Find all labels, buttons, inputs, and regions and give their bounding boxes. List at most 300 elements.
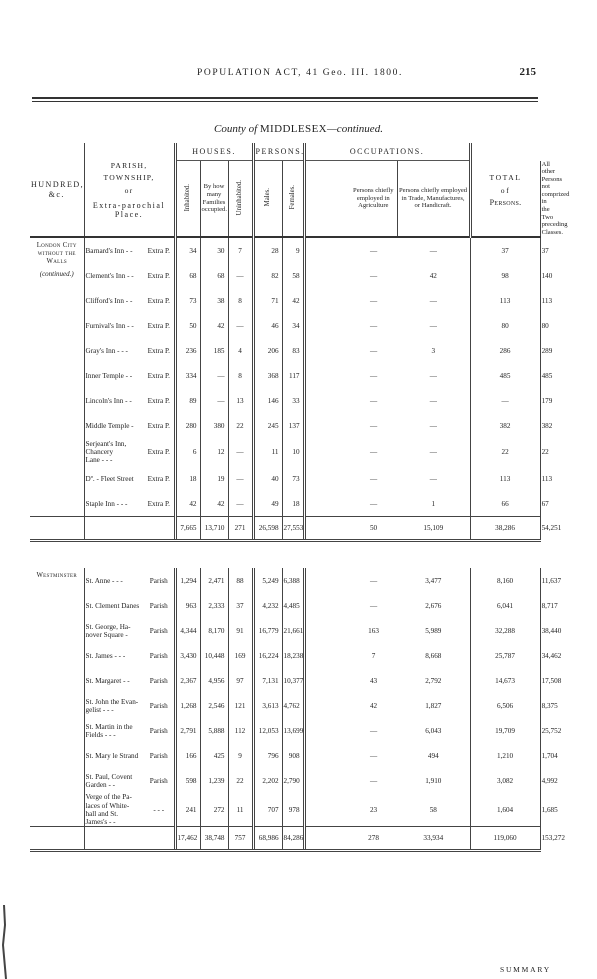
value-cell: 425 — [200, 743, 228, 768]
value-cell: 382 — [470, 413, 540, 438]
value-cell: — — [429, 448, 437, 457]
value-cell: — — [369, 321, 378, 330]
value-cell: 8 — [228, 288, 253, 313]
running-title: POPULATION ACT, 41 Geo. III. 1800. — [197, 68, 403, 78]
value-cell: 13,699 — [282, 718, 304, 743]
value-cell: 12 — [200, 438, 228, 466]
spacer-cell — [304, 643, 350, 668]
value-cell: — — [369, 601, 378, 610]
place-type: Parish — [149, 651, 168, 660]
totals-blank — [30, 517, 84, 541]
value-cell: 6,506 — [470, 693, 540, 718]
value-cell: 280 — [175, 413, 200, 438]
value-cell: 113 — [470, 466, 540, 491]
value-cell: 38 — [200, 288, 228, 313]
value-cell: 146 — [253, 388, 282, 413]
parish-name: St. Paul, Covent Garden - - — [84, 768, 144, 793]
value-cell: 1,268 — [175, 693, 200, 718]
table-row: St. Martin in the Fields - - - Parish 2,791 5,888 112 12,053 13,699 — 6,043 19,709 25,752 — [30, 718, 540, 743]
table-row: St. George, Ha- nover Square - Parish 4,344 8,170 91 16,779 21,661 163 5,989 32,288 38,440 — [30, 618, 540, 643]
value-cell: 6,041 — [470, 593, 540, 618]
col-males-label: Males. — [264, 188, 272, 207]
spacer-cell — [304, 768, 350, 793]
place-type: Extra P. — [147, 396, 170, 405]
caption-suffix: —continued. — [327, 123, 383, 135]
total-cell: 7,665 — [175, 517, 200, 541]
col-trade: Persons chiefly employed in Trade, Manufactures, or Handicraft. — [397, 161, 470, 238]
value-cell: 2,471 — [200, 568, 228, 593]
value-cell: 19 — [200, 466, 228, 491]
spacer-cell — [304, 438, 350, 466]
value-cell: — — [228, 491, 253, 517]
table-row: Verge of the Pa- laces of White- hall and St. James's - - - - - 241 272 11 707 978 23 58 1,604 1,685 — [85, 793, 558, 827]
value-cell: 4,956 — [200, 668, 228, 693]
hundred-cell — [30, 237, 84, 517]
header-row-columns: Inhabited. By how many Families occupied. Uninhabited. Males. Females. Persons chiefly employed in Agriculture Persons chiefly employed in Trade, Manufactures, or Handicraft. All other Persons not comprized in the Two preceding Classes. — [30, 161, 540, 238]
value-cell: — — [369, 271, 378, 280]
value-cell: — — [369, 421, 378, 430]
value-cell: 12,053 — [253, 718, 282, 743]
table-row: Dº. - Fleet Street Extra P. 18 19 — 40 73 — — 113 113 — [30, 466, 540, 491]
value-cell: 380 — [200, 413, 228, 438]
spacer-cell — [304, 491, 350, 517]
value-cell: 5,249 — [253, 568, 282, 593]
value-cell: 185 — [200, 338, 228, 363]
value-cell: 89 — [175, 388, 200, 413]
parish-name: St. George, Ha- nover Square - — [84, 618, 144, 643]
total-cell: 27,553 — [282, 517, 304, 541]
spacer-cell — [304, 263, 350, 288]
table-row: Gray's Inn - - - Extra P. 236 185 4 206 83 — 3 286 289 — [30, 338, 540, 363]
col-males — [253, 161, 282, 238]
col-families: By how many Families occupied. — [200, 161, 228, 238]
value-cell: 18,238 — [282, 643, 304, 668]
value-cell: 2,790 — [282, 768, 304, 793]
value-cell: — — [369, 296, 378, 305]
value-cell: 2,202 — [253, 768, 282, 793]
value-cell: 18 — [175, 466, 200, 491]
spacer-cell — [304, 693, 350, 718]
value-cell: 206 — [253, 338, 282, 363]
value-cell: 169 — [228, 643, 253, 668]
hundred-name: London City without the Walls — [36, 242, 77, 265]
group-occupations: OCCUPATIONS. — [304, 143, 470, 161]
col-uninhabited-label: Uninhabited. — [236, 179, 244, 215]
value-cell: 2,333 — [200, 593, 228, 618]
page-number: 215 — [519, 66, 536, 78]
col-inhabited — [175, 161, 200, 238]
table-row: Staple Inn - - - Extra P. 42 42 — 49 18 — 1 66 67 — [30, 491, 540, 517]
col-parish-title: PARISH, TOWNSHIP, or — [103, 161, 155, 195]
value-cell: — — [200, 388, 228, 413]
table-row: St. John the Evan- gelist - - - Parish 1,268 2,546 121 3,613 4,762 42 1,827 6,506 8,375 — [30, 693, 540, 718]
total-cell: 17,462 — [175, 827, 200, 851]
value-cell: — — [429, 421, 437, 430]
page-edge-stroke — [3, 905, 6, 979]
value-cell: 58 — [282, 263, 304, 288]
place-type: Extra P. — [147, 371, 170, 380]
place-type: - - - — [153, 805, 165, 814]
value-cell: 73 — [282, 466, 304, 491]
value-cell: 3,477 — [425, 576, 442, 585]
value-cell: 113 — [470, 288, 540, 313]
value-cell: 22 — [228, 413, 253, 438]
value-cell: — — [228, 438, 253, 466]
col-females-label: Females. — [288, 185, 296, 210]
place-type: Parish — [149, 626, 168, 635]
value-cell: 34 — [282, 313, 304, 338]
value-cell: 1,210 — [470, 743, 540, 768]
total-cell: 271 — [228, 517, 253, 541]
value-cell: 4,232 — [253, 593, 282, 618]
spacer-cell — [304, 466, 350, 491]
value-cell: 245 — [253, 413, 282, 438]
total-cell: 757 — [228, 827, 253, 851]
col-inhabited-label: Inhabited. — [184, 183, 192, 212]
value-cell: 73 — [175, 288, 200, 313]
place-type: Parish — [149, 751, 168, 760]
value-cell: 117 — [282, 363, 304, 388]
value-cell: 163 — [368, 626, 379, 635]
header-rule-thin — [32, 101, 538, 102]
parish-name: St. Martin in the Fields - - - — [84, 718, 144, 743]
parish-name: Middle Temple - — [84, 413, 144, 438]
table-caption — [0, 123, 597, 135]
caption-county: MIDDLESEX — [259, 123, 328, 135]
value-cell: 963 — [175, 593, 200, 618]
value-cell: 272 — [200, 793, 228, 827]
value-cell: 7 — [228, 237, 253, 263]
value-cell: 71 — [253, 288, 282, 313]
value-cell: 5,888 — [200, 718, 228, 743]
header-row-groups — [30, 143, 540, 161]
value-cell: 8,668 — [425, 651, 442, 660]
value-cell: — — [369, 499, 378, 508]
value-cell: 2,546 — [200, 693, 228, 718]
place-type: Parish — [149, 776, 168, 785]
value-cell: 80 — [470, 313, 540, 338]
value-cell: 1 — [431, 499, 436, 508]
value-cell: 18 — [282, 491, 304, 517]
value-cell: 166 — [175, 743, 200, 768]
value-cell: — — [200, 363, 228, 388]
value-cell: 98 — [470, 263, 540, 288]
parish-name: Verge of the Pa- laces of White- hall and St. James's - - — [84, 793, 144, 827]
value-cell: 46 — [253, 313, 282, 338]
value-cell: — — [369, 371, 378, 380]
col-agriculture: Persons chiefly employed in Agriculture — [350, 161, 397, 238]
col-parish — [84, 143, 175, 237]
spacer-cell — [304, 313, 350, 338]
value-cell: — — [369, 776, 378, 785]
value-cell: — — [429, 474, 437, 483]
totals-row: 17,462 38,748 757 68,986 84,286 278 33,934 119,060 153,272 — [30, 827, 540, 851]
value-cell: 14,673 — [470, 668, 540, 693]
value-cell: 19,709 — [470, 718, 540, 743]
value-cell: 28 — [253, 237, 282, 263]
value-cell: — — [429, 246, 437, 255]
total-cell: 50 — [350, 517, 397, 541]
table-row: Clifford's Inn - - Extra P. 73 38 8 71 42 — — 113 113 — [30, 288, 540, 313]
caption-of: of — [248, 123, 258, 135]
total-cell: 119,060 — [470, 827, 540, 851]
table-row: St. Clement Danes Parish 963 2,333 37 4,232 4,485 — 2,676 6,041 8,717 — [30, 593, 540, 618]
value-cell: 3,082 — [470, 768, 540, 793]
value-cell: 121 — [228, 693, 253, 718]
col-total — [470, 143, 540, 237]
value-cell: — — [429, 321, 437, 330]
gap-cell — [30, 541, 540, 569]
value-cell: 33 — [282, 388, 304, 413]
spacer-cell — [304, 668, 350, 693]
value-cell: 368 — [253, 363, 282, 388]
place-type: Parish — [149, 701, 168, 710]
value-cell: — — [369, 726, 378, 735]
value-cell: 2,792 — [425, 676, 442, 685]
place-type: Extra P. — [147, 346, 170, 355]
table-row: St. Paul, Covent Garden - - Parish 598 1,239 22 2,202 2,790 — 1,910 3,082 4,992 — [30, 768, 540, 793]
value-cell: 83 — [282, 338, 304, 363]
parish-name: Clement's Inn - - — [84, 263, 144, 288]
value-cell: 23 — [369, 805, 378, 814]
value-cell: 50 — [175, 313, 200, 338]
parish-name: Inner Temple - - — [84, 363, 144, 388]
group-houses: HOUSES. — [175, 143, 253, 161]
value-cell: — — [369, 474, 378, 483]
value-cell: 7 — [371, 651, 376, 660]
value-cell: 42 — [175, 491, 200, 517]
value-cell: 236 — [175, 338, 200, 363]
section-gap — [30, 541, 540, 569]
value-cell: 707 — [253, 793, 282, 827]
value-cell: 1,604 — [470, 793, 540, 827]
col-females — [282, 161, 304, 238]
col-parish-sub: Extra-parochial Place. — [92, 200, 166, 219]
value-cell: 97 — [228, 668, 253, 693]
value-cell: 40 — [253, 466, 282, 491]
place-type: Parish — [149, 726, 168, 735]
totals-blank — [84, 827, 175, 851]
value-cell: 82 — [253, 263, 282, 288]
value-cell: 286 — [470, 338, 540, 363]
place-type: Parish — [149, 676, 168, 685]
value-cell: 2,367 — [175, 668, 200, 693]
place-type: Extra P. — [147, 474, 170, 483]
place-type: Extra P. — [147, 448, 170, 457]
spacer-cell — [304, 388, 350, 413]
spacer-cell — [304, 718, 350, 743]
value-cell: 42 — [369, 701, 378, 710]
spacer-cell — [304, 618, 350, 643]
col-total-title: TOTAL of — [489, 173, 522, 196]
parish-name: St. Mary le Strand — [84, 743, 144, 768]
hundred-note: (continued.) — [39, 269, 74, 278]
parish-name: St. John the Evan- gelist - - - — [84, 693, 144, 718]
value-cell: 21,661 — [282, 618, 304, 643]
place-type: Extra P. — [147, 271, 170, 280]
spacer-cell — [304, 793, 350, 827]
table-row: Middle Temple - Extra P. 280 380 22 245 137 — — 382 382 — [30, 413, 540, 438]
table-row: Furnival's Inn - - Extra P. 50 42 — 46 34 — — 80 80 — [30, 313, 540, 338]
value-cell: — — [369, 448, 378, 457]
value-cell: 3,613 — [253, 693, 282, 718]
parish-name: Lincoln's Inn - - — [84, 388, 144, 413]
value-cell: 22 — [228, 768, 253, 793]
value-cell: 334 — [175, 363, 200, 388]
value-cell: 4 — [228, 338, 253, 363]
spacer-cell — [304, 827, 350, 851]
value-cell: 1,910 — [425, 776, 442, 785]
value-cell: 5,989 — [425, 626, 442, 635]
table-row: London City without the Walls (continued.) Barnard's Inn - - Extra P. 34 30 7 28 9 — — 37 37 — [30, 237, 540, 263]
place-type: Extra P. — [147, 421, 170, 430]
value-cell: 1,239 — [200, 768, 228, 793]
value-cell: — — [429, 296, 437, 305]
col-uninhabited — [228, 161, 253, 238]
value-cell: 494 — [427, 751, 439, 760]
spacer-cell — [304, 288, 350, 313]
parish-name: Furnival's Inn - - — [84, 313, 144, 338]
value-cell: — — [369, 346, 378, 355]
value-cell: 32,288 — [470, 618, 540, 643]
value-cell: 112 — [228, 718, 253, 743]
place-type: Parish — [149, 601, 168, 610]
value-cell: 37 — [228, 593, 253, 618]
value-cell: 25,787 — [470, 643, 540, 668]
value-cell: 68 — [200, 263, 228, 288]
group-persons: PERSONS. — [253, 143, 304, 161]
value-cell: — — [369, 751, 378, 760]
value-cell: 241 — [175, 793, 200, 827]
value-cell: 22 — [470, 438, 540, 466]
value-cell: 598 — [175, 768, 200, 793]
value-cell: 8,170 — [200, 618, 228, 643]
spacer-cell — [304, 743, 350, 768]
parish-name: Dº. - Fleet Street — [84, 466, 144, 491]
value-cell: 16,224 — [253, 643, 282, 668]
value-cell: 30 — [200, 237, 228, 263]
total-cell: 38,286 — [470, 517, 540, 541]
parish-name: Barnard's Inn - - — [84, 237, 144, 263]
parish-name: St. Clement Danes — [84, 593, 144, 618]
spacer-cell — [304, 568, 350, 593]
value-cell: — — [228, 466, 253, 491]
value-cell: 6 — [175, 438, 200, 466]
value-cell: 16,779 — [253, 618, 282, 643]
value-cell: 68 — [175, 263, 200, 288]
total-cell: 68,986 — [253, 827, 282, 851]
parish-name: St. James - - - — [84, 643, 144, 668]
value-cell: 6,043 — [425, 726, 442, 735]
parish-name: St. Margaret - - — [84, 668, 144, 693]
page-edge-mark — [0, 905, 10, 979]
col-hundred: HUNDRED, &c. — [30, 143, 84, 237]
totals-blank — [30, 827, 84, 851]
population-table — [30, 143, 570, 852]
value-cell: 1,294 — [175, 568, 200, 593]
catchword: SUMMARY — [500, 965, 551, 974]
value-cell: 4,344 — [175, 618, 200, 643]
value-cell: 11 — [253, 438, 282, 466]
table-row: Serjeant's Inn, Chancery Lane - - - Extra P. 6 12 — 11 10 — — 22 22 — [85, 439, 549, 465]
place-type: Extra P. — [147, 296, 170, 305]
parish-name: Gray's Inn - - - — [84, 338, 144, 363]
value-cell: 4,485 — [282, 593, 304, 618]
value-cell: 485 — [470, 363, 540, 388]
header-rule-thick — [32, 97, 538, 99]
total-cell: 38,748 — [200, 827, 228, 851]
place-type: Parish — [149, 576, 168, 585]
value-cell: 137 — [282, 413, 304, 438]
place-type: Extra P. — [147, 246, 170, 255]
value-cell: 42 — [200, 491, 228, 517]
value-cell: — — [429, 371, 437, 380]
value-cell: 49 — [253, 491, 282, 517]
parish-name: Staple Inn - - - — [84, 491, 144, 517]
value-cell: 8,160 — [470, 568, 540, 593]
value-cell: 10,448 — [200, 643, 228, 668]
value-cell: 796 — [253, 743, 282, 768]
total-cell: 33,934 — [397, 827, 470, 851]
table-body — [30, 237, 565, 851]
value-cell: 10,377 — [282, 668, 304, 693]
value-cell: 37 — [470, 237, 540, 263]
spacer-cell — [304, 413, 350, 438]
value-cell: — — [369, 246, 378, 255]
value-cell: 42 — [282, 288, 304, 313]
value-cell: 2,676 — [425, 601, 442, 610]
value-cell: 9 — [282, 237, 304, 263]
spacer-cell — [304, 517, 350, 541]
value-cell: 9 — [228, 743, 253, 768]
col-spacer — [304, 161, 350, 238]
value-cell: 11 — [228, 793, 253, 827]
value-cell: 1,827 — [425, 701, 442, 710]
value-cell: 8 — [228, 363, 253, 388]
value-cell: 34 — [175, 237, 200, 263]
value-cell: 908 — [282, 743, 304, 768]
spacer-cell — [304, 363, 350, 388]
value-cell: 91 — [228, 618, 253, 643]
total-cell: 278 — [350, 827, 397, 851]
value-cell: — — [429, 396, 437, 405]
totals-blank — [84, 517, 175, 541]
hundred-cell — [30, 568, 84, 827]
value-cell: 978 — [282, 793, 304, 827]
value-cell: 42 — [200, 313, 228, 338]
table-row: Inner Temple - - Extra P. 334 — 8 368 117 — — 485 485 — [30, 363, 540, 388]
parish-name: St. Anne - - - — [84, 568, 144, 593]
value-cell: 43 — [369, 676, 378, 685]
value-cell: — — [369, 396, 378, 405]
table-row: St. James - - - Parish 3,430 10,448 169 16,224 18,238 7 8,668 25,787 34,462 — [30, 643, 540, 668]
table-row: St. Margaret - - Parish 2,367 4,956 97 7,131 10,377 43 2,792 14,673 17,508 — [30, 668, 540, 693]
value-cell: 3,430 — [175, 643, 200, 668]
spacer-cell — [304, 338, 350, 363]
value-cell: 58 — [429, 805, 437, 814]
value-cell: — — [369, 576, 378, 585]
value-cell: 2,791 — [175, 718, 200, 743]
total-cell: 13,710 — [200, 517, 228, 541]
table-row: Lincoln's Inn - - Extra P. 89 — 13 146 33 — — — 179 — [30, 388, 540, 413]
parish-name: Clifford's Inn - - — [84, 288, 144, 313]
value-cell: 13 — [228, 388, 253, 413]
spacer-cell — [304, 593, 350, 618]
value-cell: 66 — [470, 491, 540, 517]
value-cell: — — [228, 263, 253, 288]
value-cell: — — [470, 388, 540, 413]
total-cell: 15,109 — [397, 517, 470, 541]
